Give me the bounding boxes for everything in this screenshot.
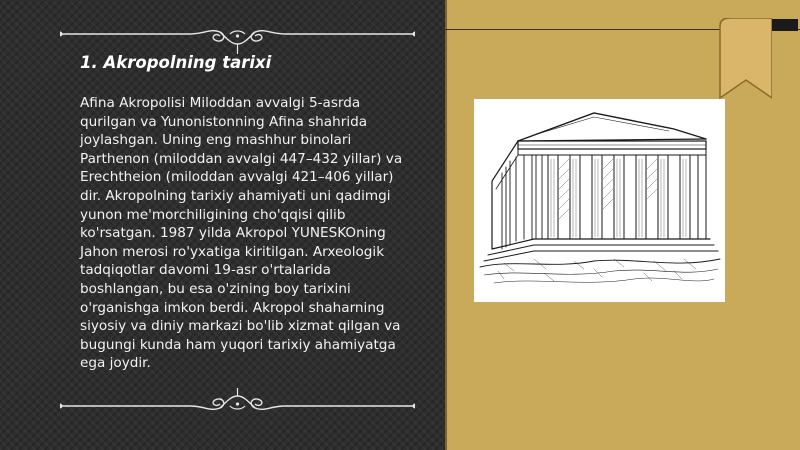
parthenon-sketch xyxy=(474,99,725,302)
panel-divider xyxy=(445,0,447,450)
ribbon-bookmark-icon xyxy=(718,18,772,100)
slide-title: 1. Akropolning tarixi xyxy=(80,53,272,72)
parthenon-image xyxy=(474,99,725,302)
slide-body-text: Afina Akropolisi Miloddan avvalgi 5-asrda qurilgan va Yunonistonning Afina shahrida joylashgan. Uning eng mashhur binolari Parthenon (miloddan avvalgi 447–432 yillar) va Erechtheion (miloddan avvalgi 421–406 yillar) dir. Akropolning tarixiy ahamiyati uni qadimgi yunon me'morchiligining cho'qqisi qilib ko'rsatgan. 1987 yilda Akropol YUNESKOning Jahon merosi ro'yxatiga kiritilgan. Arxeologik tadqiqotlar davomi 19-asr o'rtalarida boshlangan, bu esa o'zining boy tarixini o'rganishga imkon berdi. Akropol shaharning siyosiy va diniy markazi bo'lib xizmat qilgan va bugungi kunda ham yuqori tarixiy ahamiyatga ega joydir. xyxy=(80,95,403,372)
scroll-flourish-icon xyxy=(60,386,415,416)
